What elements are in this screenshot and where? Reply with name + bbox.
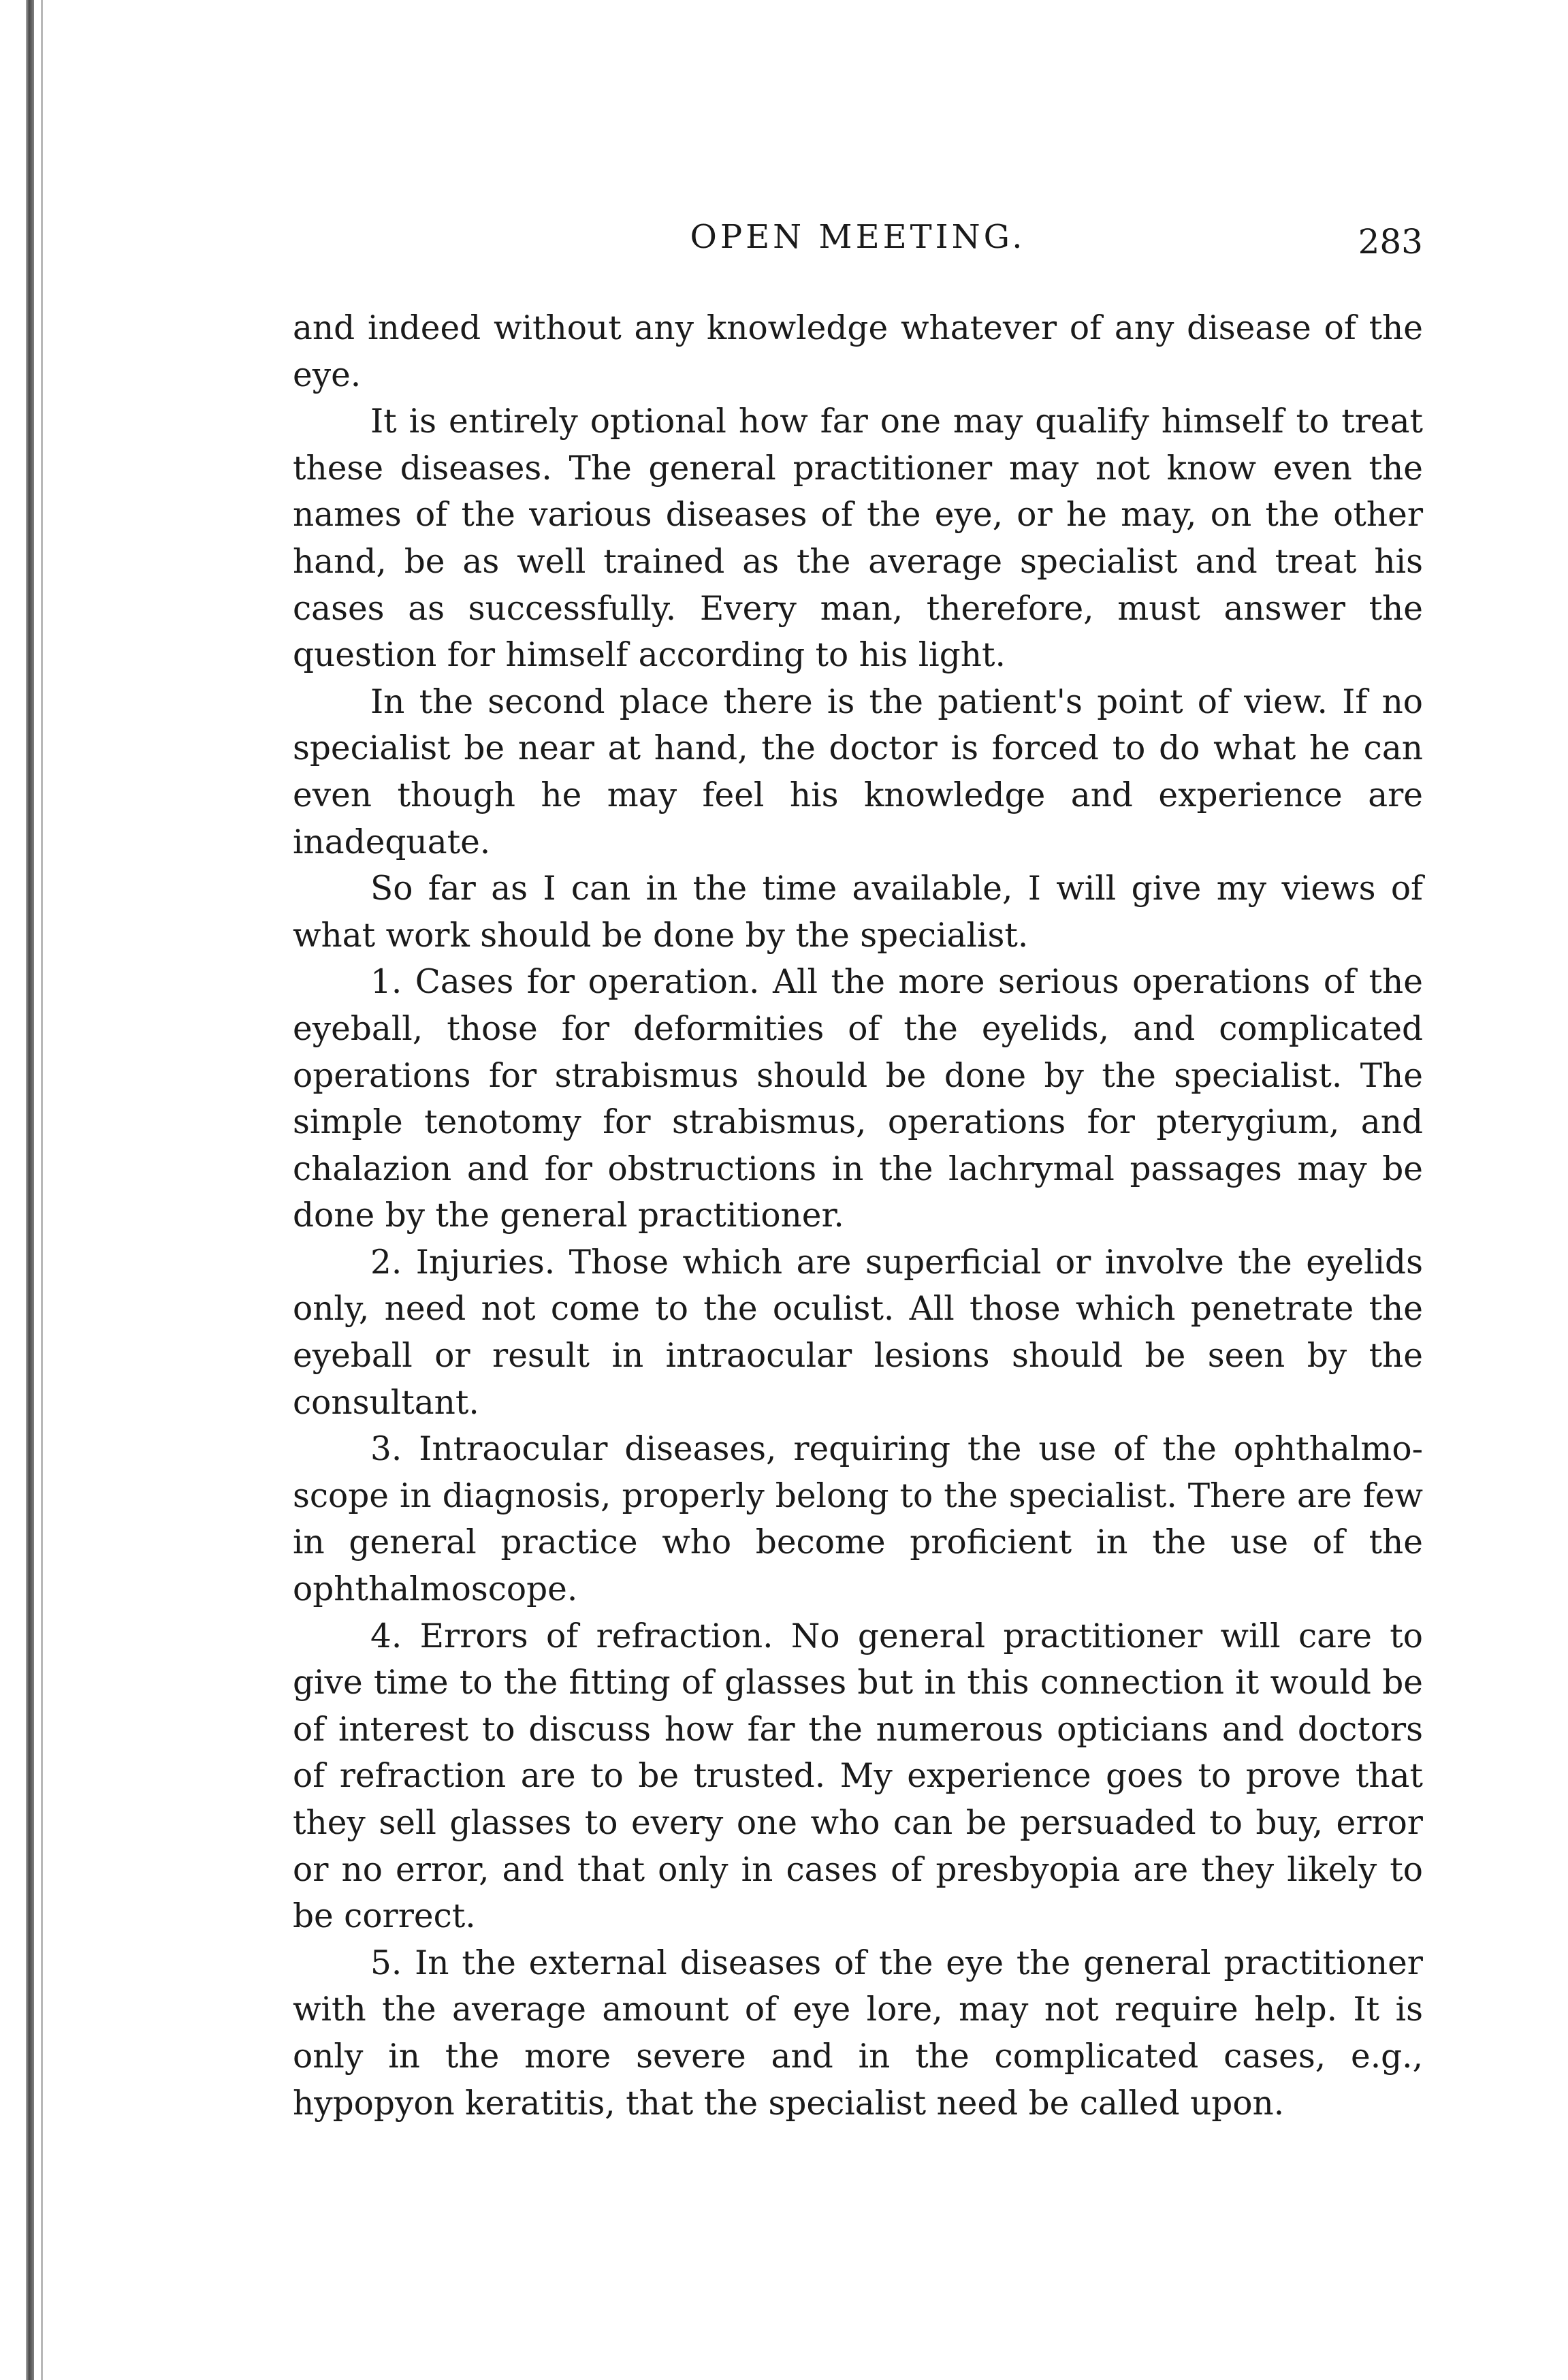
paragraph-optional-qualification: It is entirely optional how far one may qualify himself to treat these diseases. The general practitioner may not know even the names of the various diseases of the eye, or he may, on the other hand, be as well trained as the average specialist and treat his cases as successfully. Every man, therefore, must answer the question for himself according to his light. (293, 402, 1423, 675)
paragraph-item-3-intraocular: 3. Intraocular diseases, requiring the use of the ophthalmoscope in diagnosis, properly belong to the specialist. There are few in general practice who become proficient in the use of the ophthalmoscope. (293, 1430, 1423, 1609)
paragraph-item-1-operations: 1. Cases for operation. All the more serious operations of the eyeball, those for deformities of the eyelids, and complicated operations for strabismus should be done by the specialist. The simple tenotomy for strabismus, operations for pterygium, and chalazion and for obstructions in the lachrymal passages may be done by the general practitioner. (293, 963, 1423, 1235)
paragraph-item-4-refraction: 4. Errors of refraction. No general practitioner will care to give time to the fitting of glasses but in this connection it would be of interest to discuss how far the numerous opticians and doctors of refraction are to be trusted. My experience goes to prove that they sell glasses to every one who can be persuaded to buy, error or no error, and that only in cases of presbyopia are they likely to be correct. (293, 1617, 1423, 1936)
paragraph-patient-view: In the second place there is the patient's point of view. If no specialist be near at hand, the doctor is forced to do what he can even though he may feel his knowledge and experience are inadequate. (293, 682, 1423, 861)
page-number: 283 (1358, 222, 1423, 261)
paragraph-item-5-external: 5. In the external diseases of the eye the general practitioner with the average amount of eye lore, may not require help. It is only in the more severe and in the complicated cases, e.g., hypopyon keratitis, that the specialist need be called upon. (293, 1943, 1423, 2123)
page-binding-edge (26, 0, 34, 2380)
running-head: OPEN MEETING. (690, 218, 1026, 256)
page-header (293, 218, 1423, 272)
paragraph-continuation: and indeed without any knowledge whatever of any disease of the eye. (293, 309, 1423, 394)
page-binding-shadow (41, 0, 43, 2380)
body-text (293, 305, 1423, 2127)
paragraph-item-2-injuries: 2. Injuries. Those which are superficial or involve the eyelids only, need not come to the oculist. All those which penetrate the eyeball or result in intraocular lesions should be seen by the consultant. (293, 1243, 1423, 1422)
paragraph-views-intro: So far as I can in the time available, I will give my views of what work should be done by the specialist. (293, 870, 1423, 955)
